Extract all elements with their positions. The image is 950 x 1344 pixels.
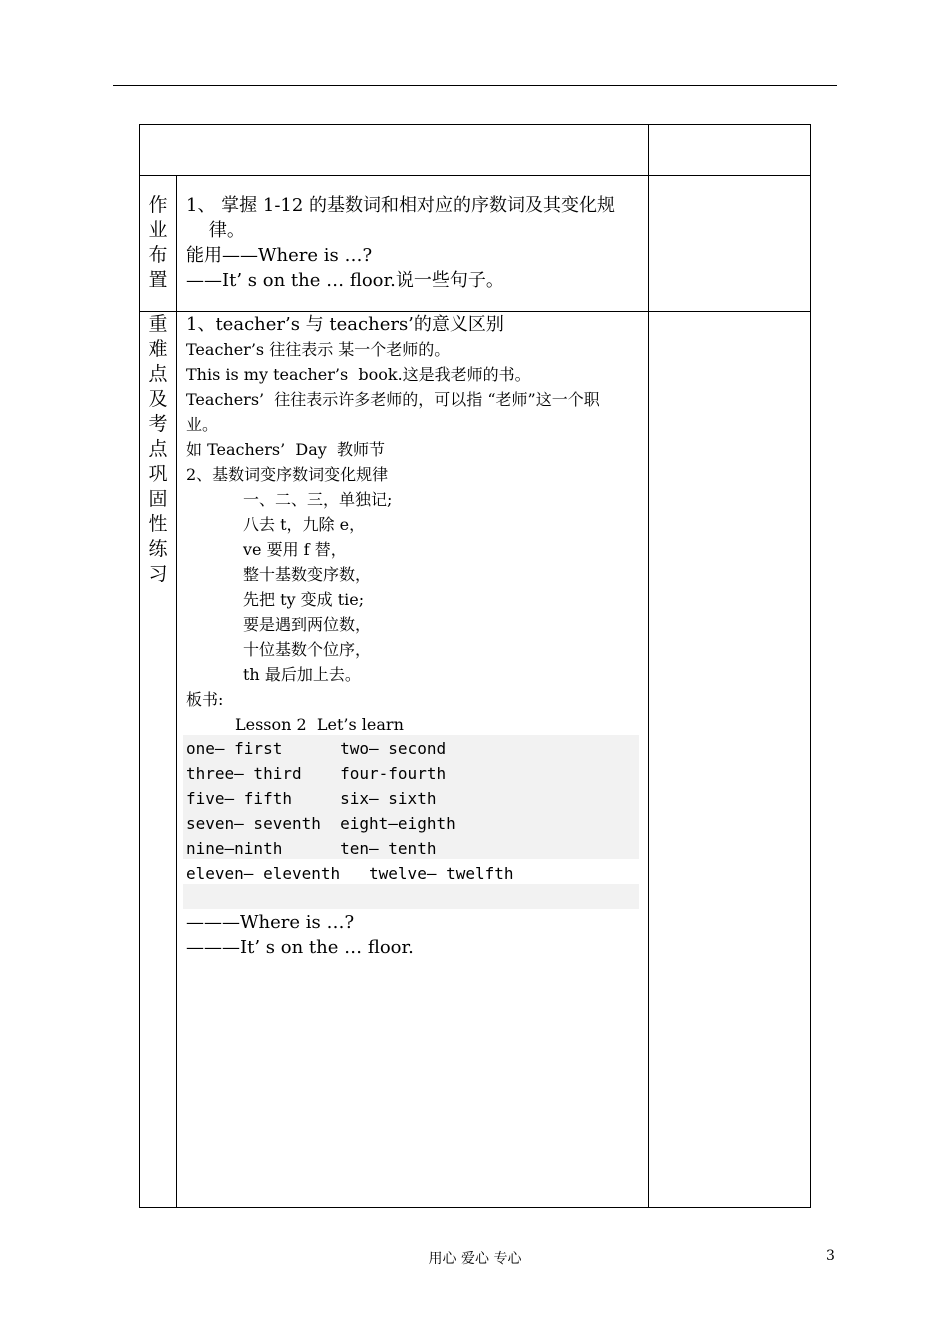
board-shading xyxy=(183,884,639,909)
number-pair-row: eleven— eleventh twelve— twelfth xyxy=(186,864,514,883)
header-rule xyxy=(113,85,837,86)
practice-line: This is my teacher’s book.这是我老师的书。 xyxy=(186,365,531,384)
number-pair-row: five— fifth six— sixth xyxy=(186,789,437,808)
homework-line: 律。 xyxy=(186,220,245,241)
practice-line: 业。 xyxy=(186,415,219,434)
number-pair-row: three— third four-fourth xyxy=(186,764,447,783)
board-label: 板书: xyxy=(186,690,224,709)
homework-line: ——It’ s on the … floor.说一些句子。 xyxy=(186,270,504,291)
practice-line: Teachers’ 往往表示许多老师的，可以指 “老师”这一个职 xyxy=(186,390,600,409)
rhyme-line: 先把 ty 变成 tie; xyxy=(243,590,365,609)
rhyme-line: 八去 t，九除 e， xyxy=(243,515,366,534)
rhyme-line: ve 要用 f 替， xyxy=(243,540,347,559)
dialog-line: ———It’ s on the … floor. xyxy=(186,937,414,958)
number-pair-row: nine—ninth ten— tenth xyxy=(186,839,437,858)
rhyme-line: 十位基数个位序， xyxy=(243,640,372,659)
page-number: 3 xyxy=(826,1248,835,1264)
practice-line: 2、基数词变序数词变化规律 xyxy=(186,465,389,484)
rhyme-line: 一、二、三，单独记; xyxy=(243,490,393,509)
number-pair-row: one— first two— second xyxy=(186,739,447,758)
practice-label: 重 难 点 及 考 点 巩 固 性 练 习 xyxy=(148,313,168,585)
homework-line: 1、 掌握 1-12 的基数词和相对应的序数词及其变化规 xyxy=(186,195,616,216)
number-pair-row: seven— seventh eight—eighth xyxy=(186,814,456,833)
homework-line: 能用——Where is …? xyxy=(186,245,373,266)
practice-line: Teacher’s 往往表示 某一个老师的。 xyxy=(186,340,451,359)
dialog-line: ———Where is …? xyxy=(186,912,355,933)
homework-label: 作 业 布 置 xyxy=(148,194,168,291)
practice-line: 如 Teachers’ Day 教师节 xyxy=(186,440,385,459)
rhyme-line: th 最后加上去。 xyxy=(243,665,361,684)
rhyme-line: 要是遇到两位数， xyxy=(243,615,372,634)
practice-heading: 1、teacher’s 与 teachers’的意义区别 xyxy=(186,314,504,335)
lesson-title: Lesson 2 Let’s learn xyxy=(235,715,404,734)
rhyme-line: 整十基数变序数， xyxy=(243,565,372,584)
footer-motto: 用心 爱心 专心 xyxy=(428,1251,522,1267)
